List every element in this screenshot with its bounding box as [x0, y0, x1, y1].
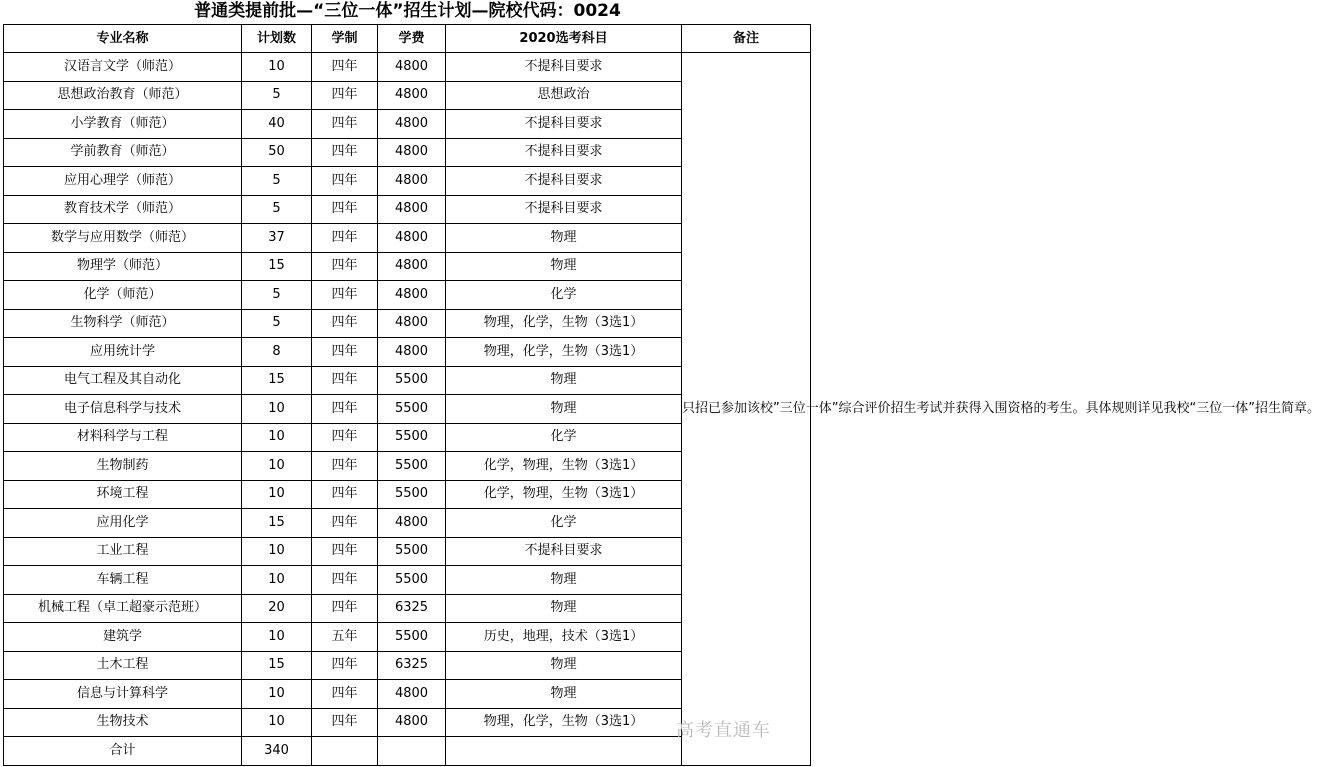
duration-cell: 四年 [312, 110, 378, 139]
tuition-cell: 6325 [378, 651, 446, 680]
column-header-duration: 学制 [312, 25, 378, 53]
remarks-text: 只招已参加该校”三位一体”综合评价招生考试并获得入围资格的考生。具体规则详见我校“三位一体”招生简章。 [682, 400, 1320, 416]
tuition-cell: 4800 [378, 281, 446, 310]
plan-count-cell: 10 [242, 452, 312, 481]
plan-count-cell: 8 [242, 338, 312, 367]
plan-count-cell: 10 [242, 537, 312, 566]
duration-cell: 四年 [312, 651, 378, 680]
major-cell: 教育技术学（师范） [4, 195, 242, 224]
major-cell: 汉语言文学（师范） [4, 53, 242, 82]
tuition-cell: 5500 [378, 480, 446, 509]
subjects-cell: 不提科目要求 [446, 110, 682, 139]
major-cell: 小学教育（师范） [4, 110, 242, 139]
tuition-cell: 4800 [378, 138, 446, 167]
major-cell: 思想政治教育（师范） [4, 81, 242, 110]
tuition-cell: 4800 [378, 195, 446, 224]
enrollment-plan-table [3, 24, 1320, 766]
plan-count-cell: 5 [242, 195, 312, 224]
plan-count-cell: 40 [242, 110, 312, 139]
duration-cell: 四年 [312, 452, 378, 481]
page-title: 普通类提前批—“三位一体”招生计划—院校代码：0024 [194, 1, 621, 21]
tuition-cell: 4800 [378, 338, 446, 367]
tuition-cell: 5500 [378, 395, 446, 424]
plan-count-cell: 37 [242, 224, 312, 253]
major-cell: 数学与应用数学（师范） [4, 224, 242, 253]
subjects-cell: 历史，地理，技术（3选1） [446, 623, 682, 652]
duration-cell: 四年 [312, 680, 378, 709]
major-cell: 生物技术 [4, 708, 242, 737]
major-cell: 物理学（师范） [4, 252, 242, 281]
duration-cell: 四年 [312, 138, 378, 167]
duration-cell: 四年 [312, 480, 378, 509]
major-cell: 应用化学 [4, 509, 242, 538]
subjects-cell: 物理 [446, 395, 682, 424]
plan-count-cell: 10 [242, 53, 312, 82]
tuition-cell: 4800 [378, 224, 446, 253]
tuition-cell: 4800 [378, 680, 446, 709]
plan-count-cell: 5 [242, 281, 312, 310]
tuition-cell: 5500 [378, 566, 446, 595]
plan-count-cell: 15 [242, 252, 312, 281]
major-cell: 生物科学（师范） [4, 309, 242, 338]
subjects-cell: 物理，化学，生物（3选1） [446, 708, 682, 737]
empty-cell [312, 737, 378, 766]
major-cell: 电气工程及其自动化 [4, 366, 242, 395]
empty-cell [378, 737, 446, 766]
subjects-cell: 物理 [446, 594, 682, 623]
subjects-cell: 物理 [446, 366, 682, 395]
duration-cell: 四年 [312, 195, 378, 224]
duration-cell: 四年 [312, 81, 378, 110]
tuition-cell: 4800 [378, 509, 446, 538]
plan-count-cell: 15 [242, 651, 312, 680]
duration-cell: 五年 [312, 623, 378, 652]
duration-cell: 四年 [312, 537, 378, 566]
tuition-cell: 5500 [378, 623, 446, 652]
major-cell: 工业工程 [4, 537, 242, 566]
table-row [4, 53, 811, 82]
tuition-cell: 4800 [378, 309, 446, 338]
plan-count-cell: 10 [242, 680, 312, 709]
major-cell: 环境工程 [4, 480, 242, 509]
tuition-cell: 5500 [378, 366, 446, 395]
plan-count-cell: 10 [242, 395, 312, 424]
major-cell: 建筑学 [4, 623, 242, 652]
plan-count-cell: 5 [242, 309, 312, 338]
subjects-cell: 物理，化学，生物（3选1） [446, 309, 682, 338]
subjects-cell: 化学，物理，生物（3选1） [446, 452, 682, 481]
major-cell: 生物制药 [4, 452, 242, 481]
empty-cell [446, 737, 682, 766]
tuition-cell: 5500 [378, 452, 446, 481]
major-cell: 车辆工程 [4, 566, 242, 595]
tuition-cell: 4800 [378, 167, 446, 196]
plan-count-cell: 5 [242, 81, 312, 110]
subjects-cell: 物理 [446, 252, 682, 281]
subjects-cell: 物理，化学，生物（3选1） [446, 338, 682, 367]
total-label: 合计 [4, 737, 242, 766]
tuition-cell: 5500 [378, 537, 446, 566]
plan-count-cell: 10 [242, 623, 312, 652]
duration-cell: 四年 [312, 53, 378, 82]
major-cell: 化学（师范） [4, 281, 242, 310]
subjects-cell: 不提科目要求 [446, 167, 682, 196]
major-cell: 机械工程（卓工超豪示范班） [4, 594, 242, 623]
duration-cell: 四年 [312, 423, 378, 452]
subjects-cell: 物理 [446, 224, 682, 253]
column-header-remarks: 备注 [682, 25, 811, 53]
tuition-cell: 4800 [378, 708, 446, 737]
duration-cell: 四年 [312, 366, 378, 395]
subjects-cell: 化学 [446, 423, 682, 452]
duration-cell: 四年 [312, 509, 378, 538]
duration-cell: 四年 [312, 338, 378, 367]
plan-count-cell: 15 [242, 509, 312, 538]
major-cell: 电子信息科学与技术 [4, 395, 242, 424]
tuition-cell: 5500 [378, 423, 446, 452]
tuition-cell: 4800 [378, 252, 446, 281]
tuition-cell: 4800 [378, 53, 446, 82]
column-header-tuition: 学费 [378, 25, 446, 53]
subjects-cell: 化学 [446, 509, 682, 538]
major-cell: 应用统计学 [4, 338, 242, 367]
duration-cell: 四年 [312, 594, 378, 623]
plan-count-cell: 20 [242, 594, 312, 623]
duration-cell: 四年 [312, 309, 378, 338]
duration-cell: 四年 [312, 708, 378, 737]
tuition-cell: 4800 [378, 81, 446, 110]
major-cell: 信息与计算科学 [4, 680, 242, 709]
watermark-text: 高考直通车 [676, 720, 771, 741]
plan-count-cell: 10 [242, 708, 312, 737]
subjects-cell: 不提科目要求 [446, 537, 682, 566]
major-cell: 应用心理学（师范） [4, 167, 242, 196]
major-cell: 土木工程 [4, 651, 242, 680]
plan-count-cell: 10 [242, 566, 312, 595]
duration-cell: 四年 [312, 566, 378, 595]
tuition-cell: 6325 [378, 594, 446, 623]
subjects-cell: 物理 [446, 651, 682, 680]
duration-cell: 四年 [312, 167, 378, 196]
plan-count-cell: 10 [242, 423, 312, 452]
subjects-cell: 化学 [446, 281, 682, 310]
subjects-cell: 化学，物理，生物（3选1） [446, 480, 682, 509]
plan-count-cell: 10 [242, 480, 312, 509]
major-cell: 材料科学与工程 [4, 423, 242, 452]
remarks-cell [682, 53, 1320, 766]
subjects-cell: 不提科目要求 [446, 53, 682, 82]
tuition-cell: 4800 [378, 110, 446, 139]
column-header-major: 专业名称 [4, 25, 242, 53]
subjects-cell: 物理 [446, 566, 682, 595]
subjects-cell: 不提科目要求 [446, 195, 682, 224]
duration-cell: 四年 [312, 395, 378, 424]
subjects-cell: 物理 [446, 680, 682, 709]
subjects-cell: 思想政治 [446, 81, 682, 110]
plan-count-cell: 15 [242, 366, 312, 395]
column-header-subjects: 2020选考科目 [446, 25, 682, 53]
total-value: 340 [242, 737, 312, 766]
subjects-cell: 不提科目要求 [446, 138, 682, 167]
plan-count-cell: 50 [242, 138, 312, 167]
duration-cell: 四年 [312, 224, 378, 253]
duration-cell: 四年 [312, 281, 378, 310]
plan-count-cell: 5 [242, 167, 312, 196]
column-header-plan-count: 计划数 [242, 25, 312, 53]
table-body [4, 53, 1320, 766]
duration-cell: 四年 [312, 252, 378, 281]
major-cell: 学前教育（师范） [4, 138, 242, 167]
table-header-row [4, 25, 811, 53]
